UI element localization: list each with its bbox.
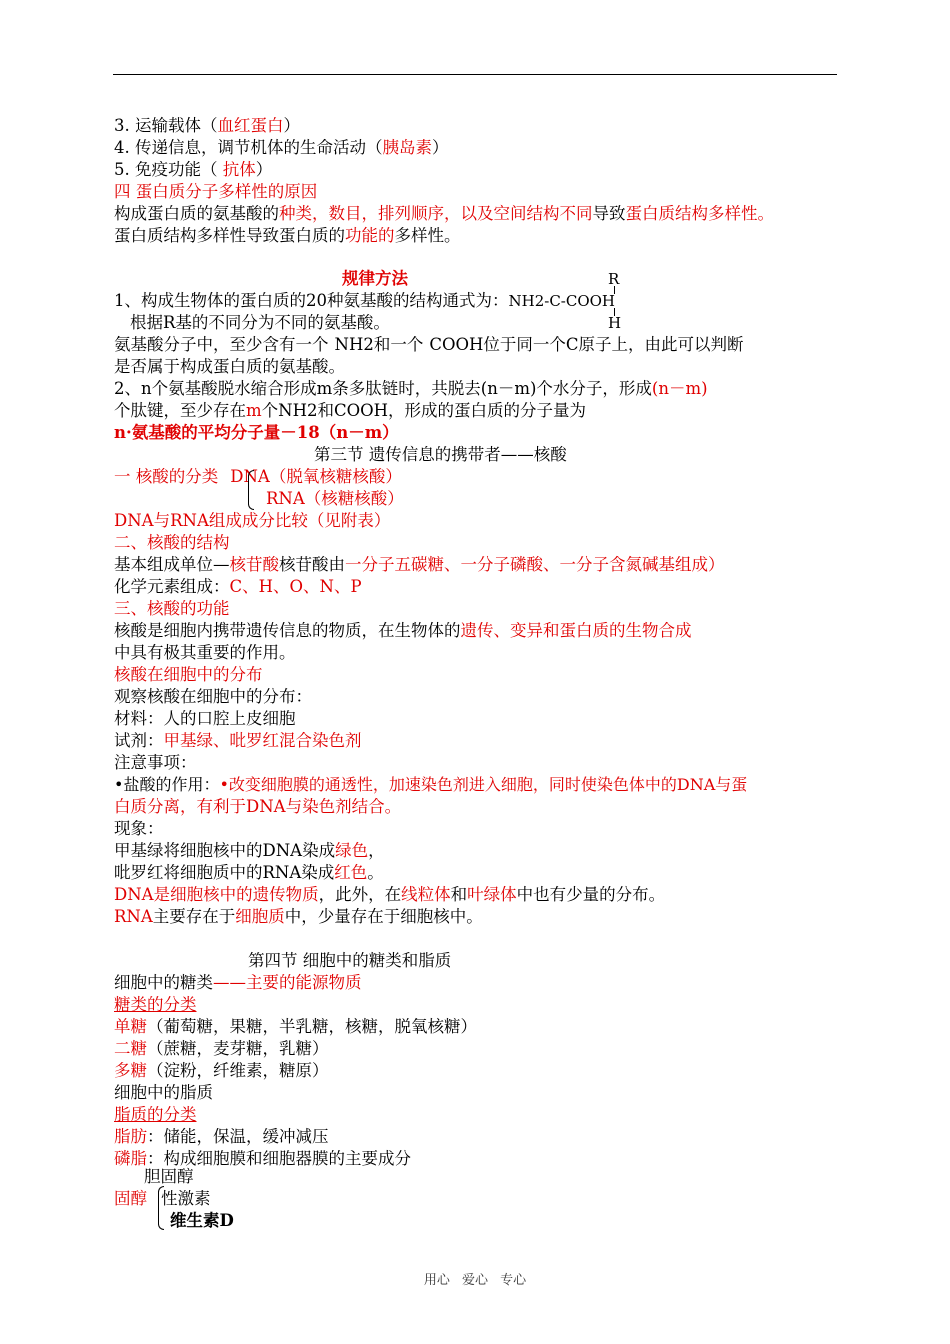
text-line: 个肽键，至少存在m个NH2和COOH，形成的蛋白质的分子量为 xyxy=(114,401,587,420)
section-title: 第三节 遗传信息的携带者——核酸 xyxy=(314,445,567,464)
text-line: 根据R基的不同分为不同的氨基酸。 xyxy=(130,313,390,332)
text-line: 脂肪：储能，保温，缓冲减压 xyxy=(114,1127,329,1146)
formula-h: H xyxy=(608,314,622,332)
text-line: DNA是细胞核中的遗传物质，此外，在线粒体和叶绿体中也有少量的分布。 xyxy=(114,885,666,904)
text-line: RNA主要存在于细胞质中，少量存在于细胞核中。 xyxy=(114,907,483,926)
text-line: 3. 运输载体（血红蛋白） xyxy=(114,116,300,135)
text-line: 细胞中的脂质 xyxy=(114,1083,213,1102)
text-line: 2、n个氨基酸脱水缩合形成m条多肽链时，共脱去(n－m)个水分子，形成(n－m) xyxy=(114,379,708,398)
text-line: 构成蛋白质的氨基酸的种类，数目，排列顺序，以及空间结构不同导致蛋白质结构多样性。 xyxy=(114,204,774,223)
text-line: 二糖（蔗糖，麦芽糖，乳糖） xyxy=(114,1039,329,1058)
text-line: 磷脂：构成细胞膜和细胞器膜的主要成分 xyxy=(114,1149,411,1168)
amino-acid-formula: NH2-C-COOH xyxy=(508,292,616,310)
text-line: 4. 传递信息，调节机体的生命活动（胰岛素） xyxy=(114,138,449,157)
text-line: •盐酸的作用：•改变细胞膜的通透性，加速染色剂进入细胞，同时使染色体中的DNA与蛋 xyxy=(114,775,748,794)
text-line: 固醇 性激素 xyxy=(114,1189,211,1208)
section-heading: 规律方法 xyxy=(342,269,408,288)
section-heading: 四 蛋白质分子多样性的原因 xyxy=(114,182,318,201)
page-footer: 用心 爱心 专心 xyxy=(423,1273,527,1288)
text-line: 化学元素组成：C、H、O、N、P xyxy=(114,577,362,596)
section-heading: 三、核酸的功能 xyxy=(114,599,230,618)
text-line: 单糖（葡萄糖，果糖，半乳糖，核糖，脱氧核糖） xyxy=(114,1017,477,1036)
text-line: 1、构成生物体的蛋白质的20种氨基酸的结构通式为：NH2-C-COOH xyxy=(114,291,616,310)
brace xyxy=(158,1186,164,1230)
text-line: 注意事项： xyxy=(114,753,197,772)
section-heading: 核酸在细胞中的分布 xyxy=(114,665,263,684)
text-line: 蛋白质结构多样性导致蛋白质的功能的多样性。 xyxy=(114,226,461,245)
text-line: 中具有极其重要的作用。 xyxy=(114,643,296,662)
text-line: 材料：人的口腔上皮细胞 xyxy=(114,709,296,728)
header-rule xyxy=(113,74,837,75)
subheading: 糖类的分类 xyxy=(114,995,197,1014)
text-line: 氨基酸分子中，至少含有一个 NH2和一个 COOH位于同一个C原子上，由此可以判断 xyxy=(114,335,744,354)
text-line: 白质分离，有利于DNA与染色剂结合。 xyxy=(114,797,402,816)
text-line: 细胞中的糖类——主要的能源物质 xyxy=(114,973,362,992)
text-line: 试剂：甲基绿、吡罗红混合染色剂 xyxy=(114,731,362,750)
subheading: 脂质的分类 xyxy=(114,1105,197,1124)
formula-r-group: R xyxy=(608,270,620,288)
text-line: n·氨基酸的平均分子量－18（n－m） xyxy=(114,423,399,442)
text-line: 吡罗红将细胞质中的RNA染成红色。 xyxy=(114,863,384,882)
text-line: 观察核酸在细胞中的分布： xyxy=(114,687,312,706)
text-line: RNA（核糖核酸） xyxy=(266,489,404,508)
text-line: DNA与RNA组成成分比较（见附表） xyxy=(114,511,391,530)
text-line: 多糖（淀粉，纤维素，糖原） xyxy=(114,1061,329,1080)
text-line: 是否属于构成蛋白质的氨基酸。 xyxy=(114,357,345,376)
text-line: 基本组成单位—核苷酸核苷酸由一分子五碳糖、一分子磷酸、一分子含氮碱基组成） xyxy=(114,555,725,574)
text-line: 胆固醇 xyxy=(144,1167,194,1186)
section-heading: 二、核酸的结构 xyxy=(114,533,230,552)
section-title: 第四节 细胞中的糖类和脂质 xyxy=(248,951,452,970)
text-line: 一 核酸的分类 DNA（脱氧核糖核酸） xyxy=(114,467,402,486)
text-line: 现象： xyxy=(114,819,164,838)
text-line: 甲基绿将细胞核中的DNA染成绿色， xyxy=(114,841,385,860)
text-line: 5. 免疫功能（ 抗体） xyxy=(114,160,273,179)
text-line: 核酸是细胞内携带遗传信息的物质，在生物体的遗传、变异和蛋白质的生物合成 xyxy=(114,621,692,640)
text-line: 维生素D xyxy=(170,1211,234,1230)
brace xyxy=(248,470,254,510)
